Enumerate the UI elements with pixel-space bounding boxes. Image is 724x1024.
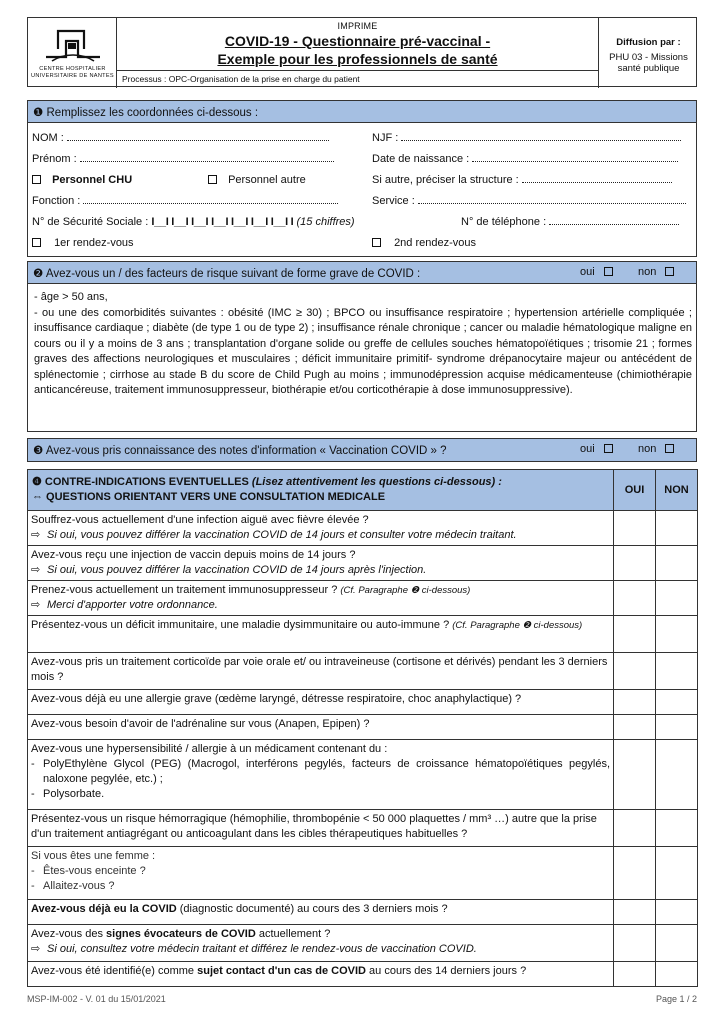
question-text: Avez-vous reçu une injection de vaccin depuis moins de 14 jours ?: [31, 549, 356, 561]
question-ref: (Cf. Paragraphe ❷ ci-dessous): [340, 585, 471, 596]
question-bold: sujet contact d'un cas de COVID: [197, 965, 366, 977]
question-cell: Avez-vous déjà eu une allergie grave (œdème laryngé, détresse respiratoire, choc anaphylactique) ?: [28, 690, 614, 715]
section2-non-checkbox[interactable]: [665, 267, 674, 276]
diffusion-value: PHU 03 - Missions santé publique: [609, 52, 688, 74]
question-subitem: Allaitez-vous ?: [43, 880, 115, 892]
rdv2-option[interactable]: [372, 237, 476, 249]
section3-heading-bar: [28, 439, 696, 461]
question-cell: [28, 925, 614, 962]
question-cell: [28, 581, 614, 616]
naissance-input-line[interactable]: [472, 153, 678, 162]
question-text: Avez-vous été identifié(e) comme: [31, 965, 195, 977]
section2-non-option[interactable]: [638, 266, 674, 278]
answer-oui-cell[interactable]: [614, 925, 656, 962]
diffusion-block: [599, 18, 698, 88]
section2-oui-checkbox[interactable]: [604, 267, 613, 276]
section3-non-option[interactable]: [638, 443, 674, 455]
doc-title-line1: COVID-19 - Questionnaire pré-vaccinal -: [224, 33, 491, 49]
secu-field[interactable]: [32, 216, 355, 228]
nom-label: NOM :: [32, 132, 64, 144]
document-header: [27, 17, 697, 87]
section-coordinates: [27, 100, 697, 257]
contraindications-table: [27, 469, 698, 987]
table-row: [28, 962, 698, 987]
table-row: [28, 690, 698, 715]
table-row: [28, 511, 698, 546]
section2-oui-label: oui: [580, 266, 595, 278]
question-ref: (Cf. Paragraphe ❷ ci-dessous): [452, 620, 583, 631]
answer-oui-cell[interactable]: [614, 715, 656, 740]
answer-oui-cell[interactable]: [614, 847, 656, 900]
table-header-row: [28, 470, 698, 511]
section3-heading: ❸ Avez-vous pris connaissance des notes d'information « Vaccination COVID » ?: [33, 445, 447, 457]
secu-input-boxes[interactable]: I__I I__I I__I I__I I__I I__I I__I I: [151, 216, 294, 228]
risk-age: - âge > 50 ans,: [34, 291, 108, 303]
process-label: Processus : OPC-Organisation de la prise en charge du patient: [117, 71, 599, 88]
answer-oui-cell[interactable]: [614, 740, 656, 810]
service-label: Service :: [372, 195, 415, 207]
answer-non-cell[interactable]: [656, 962, 698, 987]
section4-heading-main: ❹ CONTRE-INDICATIONS EVENTUELLES: [32, 476, 249, 488]
table-row: [28, 616, 698, 653]
question-text: Avez-vous une hypersensibilité / allergie à un médicament contenant du :: [31, 743, 388, 755]
table-row: [28, 715, 698, 740]
naissance-label: Date de naissance :: [372, 153, 470, 165]
section2-heading: ❷ Avez-vous un / des facteurs de risque suivant de forme grave de COVID :: [33, 268, 421, 280]
footer-reference: MSP-IM-002 - V. 01 du 15/01/2021: [27, 994, 166, 1004]
arrow-right-icon: ⇨: [31, 599, 41, 611]
logo-text-line1: CENTRE HOSPITALIER: [39, 66, 106, 72]
title-block: [117, 18, 599, 71]
question-text: (diagnostic documenté) au cours des 3 derniers mois ?: [179, 903, 448, 915]
rdv2-label: 2nd rendez-vous: [394, 237, 477, 249]
rdv1-label: 1er rendez-vous: [54, 237, 134, 249]
personnel-chu-option[interactable]: [32, 174, 132, 186]
doc-title-line2: Exemple pour les professionnels de santé: [217, 51, 498, 67]
answer-non-cell[interactable]: [656, 616, 698, 653]
prenom-field[interactable]: [32, 153, 334, 165]
section1-heading: ❶ Remplissez les coordonnées ci-dessous :: [28, 101, 696, 123]
service-input-line[interactable]: [418, 195, 686, 204]
answer-oui-cell[interactable]: [614, 653, 656, 690]
arrow-right-icon: ⇨: [31, 943, 41, 955]
question-cell: Présentez-vous un risque hémorragique (hémophilie, thrombopénie < 50 000 plaquettes / mm³ …) autre que la prise d'un traitement antiagrégant ou anticoagulant dans les cibles thérapeutiques habituelles ?: [28, 810, 614, 847]
personnel-autre-option[interactable]: [208, 174, 306, 186]
section2-non-label: non: [638, 266, 657, 278]
fonction-label: Fonction :: [32, 195, 81, 207]
question-note: Si oui, consultez votre médecin traitant et différez le rendez-vous de vaccination COVID.: [47, 943, 477, 955]
table-row: [28, 740, 698, 810]
answer-oui-cell[interactable]: [614, 810, 656, 847]
telephone-input-line[interactable]: [549, 216, 679, 225]
risk-factors-text: [28, 284, 696, 403]
prenom-label: Prénom :: [32, 153, 77, 165]
question-cell: [28, 900, 614, 925]
question-cell: Avez-vous pris un traitement corticoïde par voie orale et/ ou intraveineuse (cortisone et dérivés) pendant les 3 derniers mois ?: [28, 653, 614, 690]
arrow-right-icon: ⇨: [31, 529, 41, 541]
section4-heading-italic: (Lisez attentivement les questions ci-dessous) :: [251, 476, 502, 488]
question-cell: [28, 546, 614, 581]
question-bold: signes évocateurs de COVID: [106, 928, 256, 940]
section4-heading: [28, 470, 614, 511]
rdv1-option[interactable]: [32, 237, 134, 249]
question-text: au cours des 14 derniers jours ?: [369, 965, 527, 977]
answer-non-cell[interactable]: [656, 546, 698, 581]
section2-oui-option[interactable]: [580, 266, 613, 278]
structure-label: Si autre, préciser la structure :: [372, 174, 519, 186]
section3-non-label: non: [638, 443, 657, 455]
diffusion-label: Diffusion par :: [616, 37, 681, 48]
section3-oui-option[interactable]: [580, 443, 613, 455]
secu-label: N° de Sécurité Sociale :: [32, 216, 149, 228]
answer-oui-cell[interactable]: [614, 616, 656, 653]
table-row: [28, 546, 698, 581]
question-text: Présentez-vous un déficit immunitaire, une maladie dysimmunitaire ou auto-immune ?: [31, 619, 450, 631]
njf-field[interactable]: [372, 132, 681, 144]
answer-non-cell[interactable]: [656, 900, 698, 925]
answer-non-cell[interactable]: [656, 690, 698, 715]
answer-oui-cell[interactable]: [614, 581, 656, 616]
prenom-input-line[interactable]: [80, 153, 334, 162]
njf-label: NJF :: [372, 132, 399, 144]
question-cell: Avez-vous une hypersensibilité / allergie à un médicament contenant du : - PolyEthylène Glycol (PEG) (Macrogol, interférons pegylés, facteurs de croissance hématopoïétiques pegylés, naloxone pegylée, etc.) ; - Polysorbate.: [28, 740, 614, 810]
question-bold: Avez-vous déjà eu la COVID: [31, 903, 177, 915]
section3-non-checkbox[interactable]: [665, 444, 674, 453]
answer-non-cell[interactable]: [656, 581, 698, 616]
section3-oui-label: oui: [580, 443, 595, 455]
question-cell: [28, 962, 614, 987]
fonction-field[interactable]: [32, 195, 338, 207]
nom-input-line[interactable]: [67, 132, 329, 141]
answer-non-cell[interactable]: [656, 847, 698, 900]
question-note: Si oui, vous pouvez différer la vaccination COVID de 14 jours après l'injection.: [47, 564, 427, 576]
answer-non-cell[interactable]: [656, 715, 698, 740]
table-row: [28, 810, 698, 847]
rdv2-checkbox[interactable]: [372, 238, 381, 247]
logo-text-line2: UNIVERSITAIRE DE NANTES: [31, 73, 114, 79]
answer-oui-cell[interactable]: [614, 962, 656, 987]
question-cell: Si vous êtes une femme : - Êtes-vous enceinte ? - Allaitez-vous ?: [28, 847, 614, 900]
question-text: actuellement ?: [258, 928, 331, 940]
question-cell: [28, 511, 614, 546]
answer-non-cell[interactable]: [656, 810, 698, 847]
question-cell: Avez-vous besoin d'avoir de l'adrénaline sur vous (Anapen, Epipen) ?: [28, 715, 614, 740]
question-text: Prenez-vous actuellement un traitement immunosuppresseur ?: [31, 584, 338, 596]
fonction-input-line[interactable]: [83, 195, 338, 204]
section-contraindications: [27, 469, 697, 987]
table-row: [28, 900, 698, 925]
chu-logo-icon: [44, 27, 102, 63]
answer-non-cell[interactable]: [656, 511, 698, 546]
answer-oui-cell[interactable]: [614, 900, 656, 925]
section-risk-factors: [27, 261, 697, 432]
structure-input-line[interactable]: [522, 174, 672, 183]
table-row: [28, 653, 698, 690]
question-cell: [28, 616, 614, 653]
col-oui-header: OUI: [614, 470, 656, 511]
col-non-header: NON: [656, 470, 698, 511]
question-text: Si vous êtes une femme :: [31, 850, 156, 862]
risk-comorbidities: - ou une des comorbidités suivantes : obésité (IMC ≥ 30) ; BPCO ou insuffisance respiratoire ; hypertension artérielle compliquée ; insuffisance cardiaque ; diabète (de type 1 ou de type 2) ; insuffisance rénale chronique ; cancer ou maladie hématologique maligne en cours ou il y a moins de 3 ans ; transplantation d'organe solide ou greffe de cellules souches hématopoïétiques ; trisomie 21 ; formes graves des affections neurologiques et musculaires ; déficit immunitaire primitif- syndrome drépanocytaire majeur ou antécédent de splénectomie ; cirrhose au stade B du score de Child Pugh au moins ; immunodépression acquise médicamenteuse (chimiothérapie anticancéreuse, traitement immunosuppresseur, biothérapie et/ou corticothérapie à dose immunosuppressive).: [34, 306, 692, 396]
question-subitem: Êtes-vous enceinte ?: [43, 865, 146, 877]
rdv1-checkbox[interactable]: [32, 238, 41, 247]
question-text: Souffrez-vous actuellement d'une infection aiguë avec fièvre élevée ?: [31, 514, 369, 526]
structure-field[interactable]: [372, 174, 672, 186]
answer-oui-cell[interactable]: [614, 690, 656, 715]
njf-input-line[interactable]: [401, 132, 681, 141]
table-row: [28, 925, 698, 962]
section3-oui-checkbox[interactable]: [604, 444, 613, 453]
question-subitem: Polysorbate.: [43, 788, 105, 800]
service-field[interactable]: [372, 195, 686, 207]
answer-oui-cell[interactable]: [614, 511, 656, 546]
telephone-field[interactable]: [461, 216, 679, 228]
personnel-autre-label: Personnel autre: [228, 174, 306, 186]
answer-non-cell[interactable]: [656, 653, 698, 690]
answer-oui-cell[interactable]: [614, 546, 656, 581]
doc-type: IMPRIME: [337, 21, 378, 31]
arrow-right-icon: ⇨: [31, 564, 41, 576]
naissance-field[interactable]: [372, 153, 678, 165]
question-subitem: PolyEthylène Glycol (PEG) (Macrogol, interférons pegylés, facteurs de croissance hématopoïétiques pegylés, naloxone pegylée, etc.) ;: [43, 758, 610, 785]
question-note: Si oui, vous pouvez différer la vaccination COVID de 14 jours et consulter votre médecin traitant.: [47, 529, 517, 541]
footer-page-number: Page 1 / 2: [655, 994, 697, 1004]
table-row: [28, 581, 698, 616]
question-note: Merci d'apporter votre ordonnance.: [47, 599, 218, 611]
section-information-notes: [27, 438, 697, 462]
question-text: Avez-vous des: [31, 928, 103, 940]
table-row: [28, 847, 698, 900]
nom-field[interactable]: [32, 132, 329, 144]
hospital-logo: [28, 18, 117, 88]
answer-non-cell[interactable]: [656, 740, 698, 810]
personnel-chu-label: Personnel CHU: [52, 174, 133, 186]
answer-non-cell[interactable]: [656, 925, 698, 962]
secu-note: (15 chiffres): [296, 216, 355, 228]
personnel-autre-checkbox[interactable]: [208, 175, 217, 184]
telephone-label: N° de téléphone :: [461, 216, 547, 228]
section4-heading-sub: ⇔ QUESTIONS ORIENTANT VERS UNE CONSULTATION MEDICALE: [32, 491, 386, 503]
section2-heading-bar: [28, 262, 696, 284]
personnel-chu-checkbox[interactable]: [32, 175, 41, 184]
